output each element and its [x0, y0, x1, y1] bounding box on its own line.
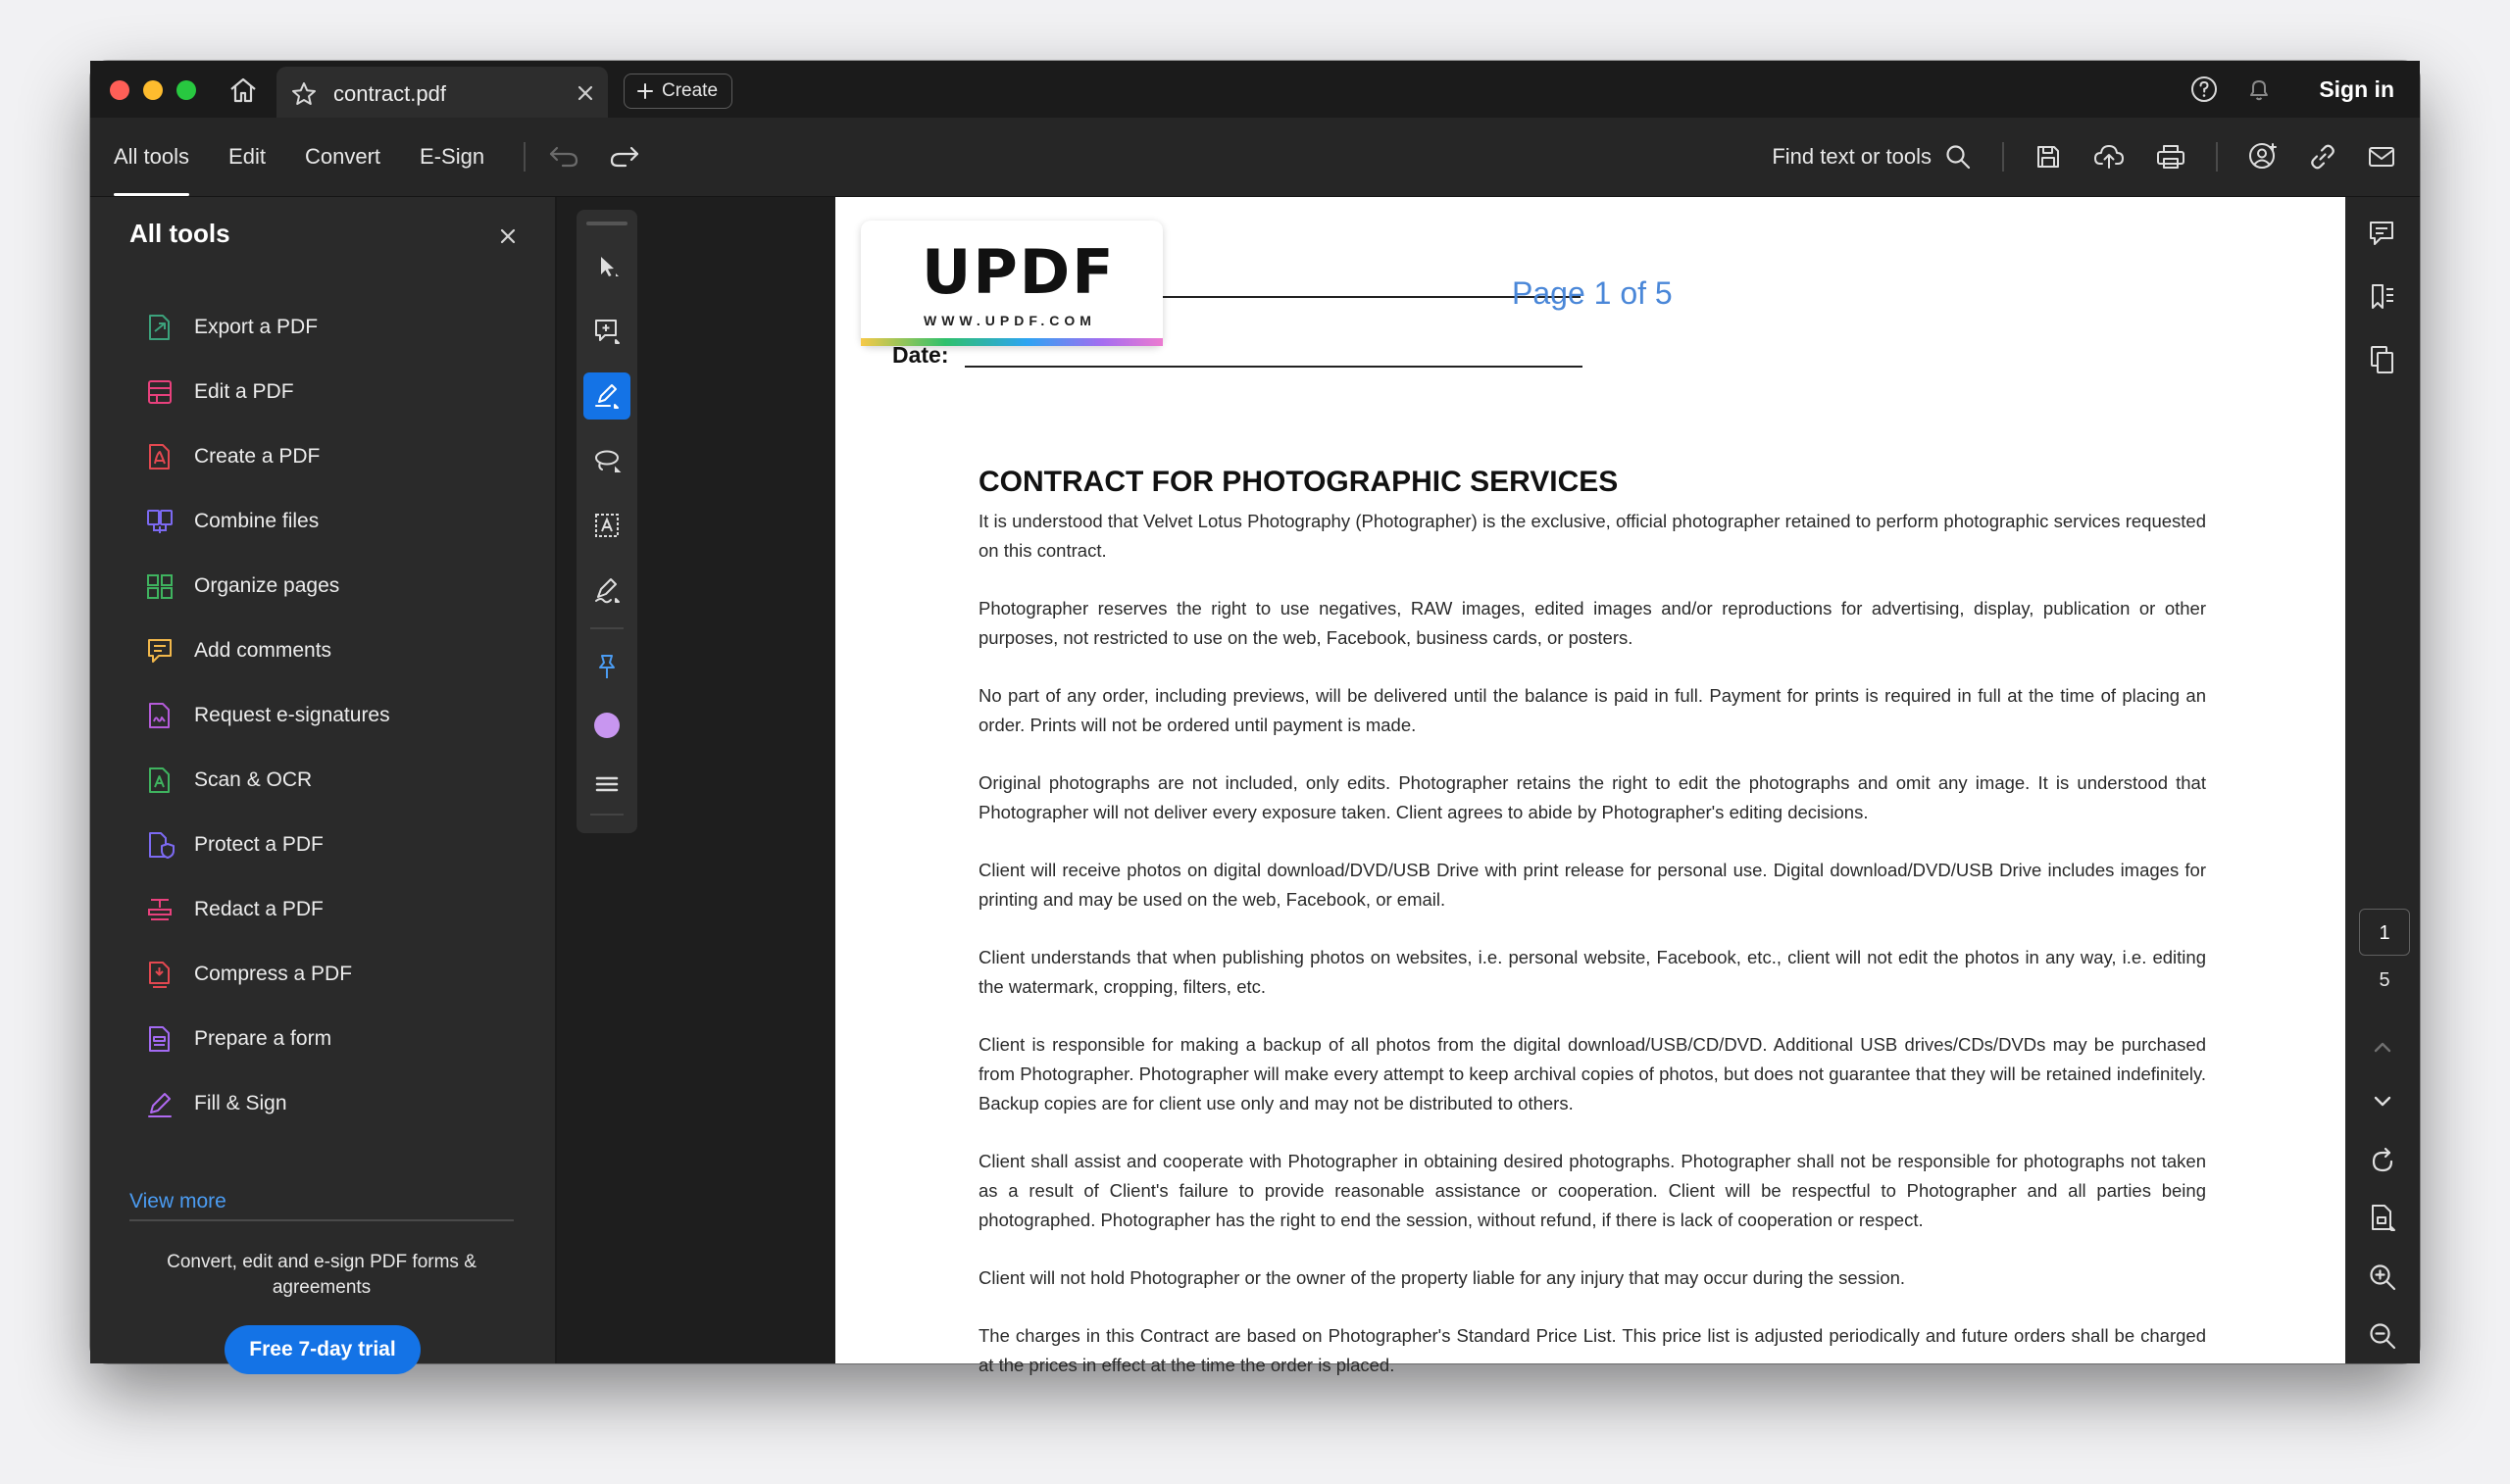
toolbar-right: [1772, 118, 2396, 196]
comments-panel-icon[interactable]: [2367, 219, 2398, 250]
tool-prepare-form[interactable]: Prepare a form: [145, 1007, 390, 1071]
tool-compress-pdf[interactable]: Compress a PDF: [145, 942, 390, 1007]
print-icon[interactable]: [2155, 142, 2186, 172]
pdf-page: [835, 197, 2345, 1375]
contract-title: CONTRACT FOR PHOTOGRAPHIC SERVICES: [979, 466, 1619, 498]
zoom-out-icon[interactable]: [2367, 1320, 2398, 1352]
rail-comment-tool[interactable]: [583, 308, 630, 355]
undo-redo-group: [547, 144, 641, 170]
export-pdf-icon: [145, 313, 175, 342]
rail-highlight-tool[interactable]: [583, 372, 630, 420]
updf-watermark-logo: [861, 221, 1163, 346]
rail-drag-handle[interactable]: [586, 222, 628, 225]
color-swatch: [594, 713, 620, 738]
contract-body: [979, 466, 2206, 1409]
email-icon[interactable]: [2367, 142, 2396, 172]
rail-select-tool[interactable]: [583, 243, 630, 290]
rail-text-box-tool[interactable]: [583, 502, 630, 549]
contract-paragraph: Client will receive photos on digital download/DVD/USB Drive with print release for personal use. Digital download/DVD/USB Drive includes images for printing and may be used on the web, Facebook, or email.: [979, 860, 2206, 910]
tool-export-pdf[interactable]: Export a PDF: [145, 295, 390, 360]
annotation-tool-rail: [577, 210, 637, 833]
add-comments-icon: [145, 636, 175, 666]
share-user-icon[interactable]: [2247, 141, 2279, 173]
prepare-form-icon: [145, 1024, 175, 1054]
contract-paragraph: Client shall assist and cooperate with Photographer in obtaining desired photographs. Photographer shall not be responsible for photographs not taken as a result of Client's failure to provide reasonable assistance or cooperation. Client will be respectful to Photographer and all parties being photographed. Photographer has the right to end the session, without refund, if there is lack of cooperation or respect.: [979, 1151, 2206, 1230]
contract-paragraph: The charges in this Contract are based on Photographer's Standard Price List. This price list is adjusted periodically and future orders shall be charged at the prices in effect at the time the order is placed.: [979, 1325, 2206, 1375]
line-weight-icon: [593, 770, 621, 798]
pin-icon: [593, 653, 621, 680]
contract-paragraph: Client will not hold Photographer or the owner of the property liable for any injury that may occur during the session.: [979, 1267, 1906, 1288]
tab-title: contract.pdf: [333, 81, 446, 106]
find-text-button[interactable]: Find text or tools: [1772, 144, 1932, 169]
search-icon[interactable]: [1943, 142, 1973, 172]
tool-edit-pdf[interactable]: Edit a PDF: [145, 360, 390, 424]
menu-all-tools[interactable]: All tools: [114, 118, 189, 196]
page-fit-icon[interactable]: [2367, 1203, 2398, 1234]
sign-in-button[interactable]: Sign in: [2319, 75, 2394, 102]
create-pdf-icon: [145, 442, 175, 471]
contract-paragraph: Photographer reserves the right to use negatives, RAW images, edited images and/or reproductions for advertising, display, publication or other purposes, not restricted to use on the web, Facebook, business cards, or posters.: [979, 598, 2206, 648]
highlight-pen-icon: [592, 381, 622, 411]
star-icon[interactable]: [290, 80, 318, 108]
title-bar: [90, 61, 2420, 118]
right-sidebar: [2345, 197, 2420, 1363]
save-icon[interactable]: [2033, 142, 2063, 172]
close-panel-icon[interactable]: [500, 228, 516, 244]
view-more-link[interactable]: View more: [129, 1190, 226, 1212]
contract-paragraph: Original photographs are not included, only edits. Photographer retains the right to edit the photographs and omit any image. It is understood that Photographer will not deliver every exposure taken. Client agrees to abide by Photographer's editing decisions.: [979, 772, 2206, 822]
home-icon[interactable]: [227, 74, 259, 106]
create-label: Create: [662, 80, 719, 101]
updf-logo-url: WWW.UPDF.COM: [924, 313, 1096, 328]
tool-combine-files[interactable]: Combine files: [145, 489, 390, 554]
cloud-upload-icon[interactable]: [2092, 142, 2126, 172]
top-menu: [114, 118, 641, 196]
add-note-icon: [592, 317, 622, 346]
panel-title: All tools: [129, 219, 230, 248]
zoom-window-button[interactable]: [176, 80, 196, 100]
date-label: Date:: [892, 342, 949, 368]
menu-edit[interactable]: Edit: [228, 144, 266, 169]
contract-paragraph: No part of any order, including previews, will be delivered until the balance is paid in full. Payment for prints is required in full at the time of placing an order. Prints will not be ordered until payment is made.: [979, 685, 2206, 735]
updf-logo-text: UPDF: [922, 236, 1116, 308]
rail-stroke-width[interactable]: [583, 761, 630, 808]
redact-pdf-icon: [145, 895, 175, 924]
fill-sign-icon: [145, 1089, 175, 1118]
tool-redact-pdf[interactable]: Redact a PDF: [145, 877, 390, 942]
pages-panel-icon[interactable]: [2367, 344, 2398, 375]
app-window: [90, 61, 2420, 1375]
page-indicator: Page 1 of 5: [1512, 275, 1673, 311]
redo-icon[interactable]: [608, 144, 641, 170]
rail-divider: [590, 627, 624, 629]
zoom-in-icon[interactable]: [2367, 1261, 2398, 1293]
toolbar-divider-right-2: [2216, 142, 2218, 172]
menu-esign[interactable]: E-Sign: [420, 144, 485, 169]
tool-create-pdf[interactable]: Create a PDF: [145, 424, 390, 489]
current-page-input[interactable]: 1: [2359, 909, 2410, 956]
tool-organize-pages[interactable]: Organize pages: [145, 554, 390, 618]
tool-scan-ocr[interactable]: Scan & OCR: [145, 748, 390, 813]
document-tab[interactable]: [276, 67, 608, 118]
contract-paragraph: Client understands that when publishing photos on websites, i.e. personal website, Facebook, etc., client will not edit the photos in any way, i.e. editing the watermark, cropping, filters, etc.: [979, 947, 2206, 997]
bookmarks-panel-icon[interactable]: [2367, 281, 2398, 313]
plus-icon: [636, 82, 654, 100]
date-line: [965, 366, 1582, 368]
tool-list: [145, 295, 390, 1136]
notification-bell-icon[interactable]: [2244, 74, 2274, 104]
pen-sign-icon: [592, 575, 622, 605]
menu-convert[interactable]: Convert: [304, 144, 381, 169]
lasso-icon: [592, 446, 622, 475]
cursor-icon: [593, 253, 621, 280]
request-esignatures-icon: [145, 701, 175, 730]
toolbar-divider-right: [2002, 142, 2004, 172]
contract-paragraph: It is understood that Velvet Lotus Photography (Photographer) is the exclusive, official photographer retained to perform photographic services requested on this contract.: [979, 511, 2206, 561]
rail-divider-bottom: [590, 814, 624, 816]
title-bar-right: [2189, 61, 2394, 118]
tool-request-esignatures[interactable]: Request e-signatures: [145, 683, 390, 748]
scan-ocr-icon: [145, 766, 175, 795]
toolbar-divider: [524, 142, 526, 172]
all-tools-panel: [90, 197, 557, 1363]
chevron-down-icon[interactable]: [2367, 1085, 2398, 1116]
text-box-icon: [592, 511, 622, 540]
rotate-icon[interactable]: [2367, 1146, 2398, 1177]
tool-protect-pdf[interactable]: Protect a PDF: [145, 813, 390, 877]
chevron-up-icon[interactable]: [2367, 1032, 2398, 1064]
close-tab-icon[interactable]: [577, 84, 594, 102]
promo-text: Convert, edit and e-sign PDF forms & agreements: [167, 1252, 477, 1298]
organize-pages-icon: [145, 571, 175, 601]
contract-paragraph: Client is responsible for making a backup of all photos from the digital download/USB/CD/DVD. Additional USB drives/CDs/DVDs may be purchased from Photographer. Photographer will make every attempt to keep archival copies of photos, but does not guarantee that they will be retained indefinitely. Backup copies are for client use only and may not be distributed to others.: [979, 1034, 2206, 1113]
undo-icon[interactable]: [547, 144, 580, 170]
tool-add-comments[interactable]: Add comments: [145, 618, 390, 683]
rail-sign-tool[interactable]: [583, 567, 630, 614]
help-icon[interactable]: [2189, 74, 2219, 104]
create-button[interactable]: [624, 74, 732, 109]
total-pages: 5: [2379, 969, 2390, 991]
free-trial-button[interactable]: Free 7-day trial: [225, 1325, 421, 1374]
rail-lasso-tool[interactable]: [583, 437, 630, 484]
main-toolbar: [90, 118, 2420, 197]
panel-divider: [129, 1219, 514, 1221]
rail-pin-tool[interactable]: [583, 643, 630, 690]
protect-pdf-icon: [145, 830, 175, 860]
combine-files-icon: [145, 507, 175, 536]
tool-fill-sign[interactable]: Fill & Sign: [145, 1071, 390, 1136]
minimize-window-button[interactable]: [143, 80, 163, 100]
edit-pdf-icon: [145, 377, 175, 407]
rail-color-picker[interactable]: [583, 702, 630, 749]
compress-pdf-icon: [145, 960, 175, 989]
link-icon[interactable]: [2308, 142, 2337, 172]
close-window-button[interactable]: [110, 80, 129, 100]
